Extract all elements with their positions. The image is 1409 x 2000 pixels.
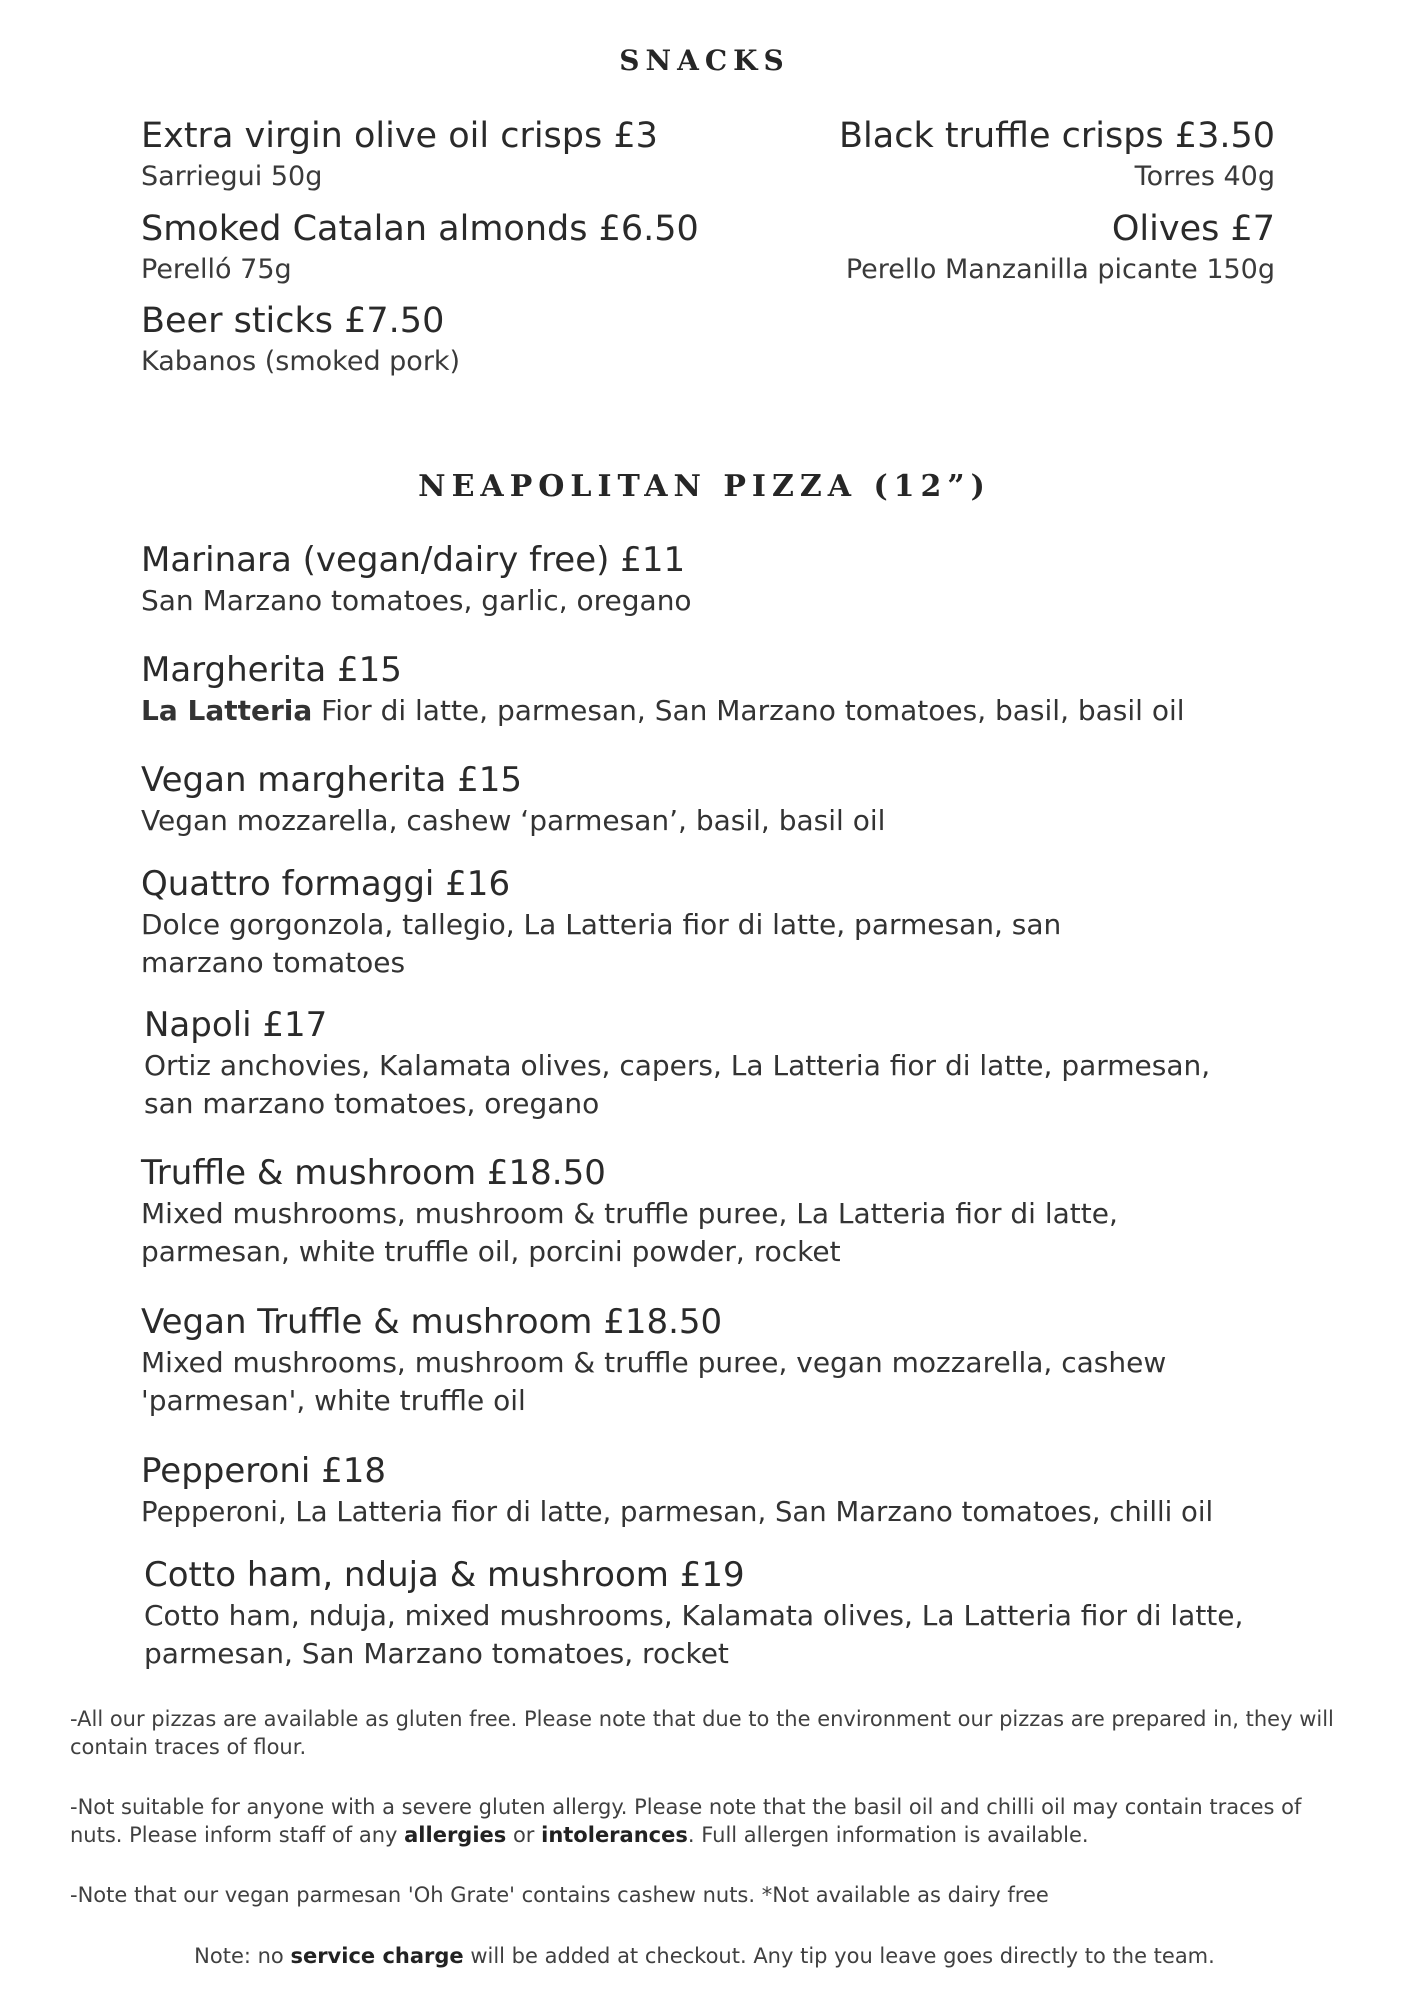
- snack-desc: Perello Manzanilla picante 150g: [845, 254, 1275, 285]
- pizza-name: Vegan margherita £15: [141, 760, 522, 800]
- pizza-desc: San Marzano tomatoes, garlic, oregano: [141, 584, 692, 617]
- snack-item: [846, 207, 1275, 289]
- pizza-item: [141, 1449, 1281, 1531]
- snack-desc: Kabanos (smoked pork): [141, 346, 461, 377]
- note-service-text: Note: no: [194, 1944, 291, 1968]
- pizza-heading: NEAPOLITAN PIZZA (12”): [418, 469, 991, 504]
- pizza-desc: Cotto ham, nduja, mixed mushrooms, Kalamata olives, La Latteria fior di latte, parmesan, San Marzano tomatoes, rocket: [144, 1599, 1244, 1670]
- pizza-name: Quattro formaggi £16: [141, 864, 511, 904]
- pizza-name: Cotto ham, nduja & mushroom £19: [144, 1555, 745, 1595]
- snacks-heading: SNACKS: [619, 44, 790, 77]
- pizza-item: [141, 538, 1281, 620]
- pizza-item: [141, 648, 1281, 730]
- pizza-item: [141, 758, 1281, 840]
- pizza-name: Vegan Truffle & mushroom £18.50: [141, 1302, 723, 1342]
- pizza-desc: Pepperoni, La Latteria fior di latte, parmesan, San Marzano tomatoes, chilli oil: [141, 1496, 1214, 1528]
- snack-desc: Sarriegui 50g: [141, 161, 323, 192]
- snack-desc: Perelló 75g: [141, 254, 292, 285]
- pizza-desc: Mixed mushrooms, mushroom & truffle puree, vegan mozzarella, cashew 'parmesan', white truffle oil: [141, 1346, 1167, 1417]
- note-vegan-parmesan: -Note that our vegan parmesan 'Oh Grate' contains cashew nuts. *Not available as dairy free: [70, 1883, 1049, 1907]
- snack-name: Extra virgin olive oil crisps £3: [141, 116, 658, 156]
- note-allergy-end: . Full allergen information is available.: [687, 1823, 1089, 1847]
- note-allergy: [70, 1793, 1350, 1849]
- snack-item: [141, 114, 658, 196]
- pizza-desc: Dolce gorgonzola, tallegio, La Latteria fior di latte, parmesan, san marzano tomatoes: [141, 908, 1062, 979]
- snack-name: Olives £7: [1111, 209, 1275, 249]
- note-service-charge: [0, 1942, 1409, 1970]
- note-allergy-text: -Not suitable for anyone with a severe gluten allergy. Please note that the basil oil and chilli oil may contain traces of nuts. Please inform staff of any: [70, 1795, 1302, 1847]
- pizza-desc: Vegan mozzarella, cashew ‘parmesan’, basil, basil oil: [141, 804, 886, 837]
- snack-item: [141, 299, 460, 381]
- note-allergy-or: or: [506, 1823, 542, 1847]
- pizza-desc: Ortiz anchovies, Kalamata olives, capers, La Latteria fior di latte, parmesan, san marzano tomatoes, oregano: [144, 1049, 1211, 1120]
- snack-item: [839, 114, 1275, 196]
- note-service-bold: service charge: [290, 1944, 464, 1968]
- snack-desc: Torres 40g: [1134, 161, 1275, 192]
- note-intolerances-bold: intolerances: [541, 1823, 688, 1847]
- pizza-item: [144, 1553, 1284, 1673]
- pizza-name: Napoli £17: [144, 1005, 328, 1045]
- pizza-item: [141, 862, 1281, 982]
- pizza-item: [141, 1151, 1281, 1271]
- pizza-desc: [141, 692, 1281, 730]
- pizza-desc-text: Fior di latte, parmesan, San Marzano tomatoes, basil, basil oil: [312, 694, 1185, 727]
- pizza-name: Margherita £15: [141, 650, 402, 690]
- note-gluten-free: -All our pizzas are available as gluten free. Please note that due to the environment our pizzas are prepared in, they will contain traces of flour.: [70, 1707, 1334, 1759]
- pizza-item: [144, 1003, 1284, 1123]
- pizza-item: [141, 1300, 1281, 1420]
- snack-name: Beer sticks £7.50: [141, 301, 445, 341]
- snack-name: Black truffle crisps £3.50: [839, 116, 1275, 156]
- pizza-name: Marinara (vegan/dairy free) £11: [141, 540, 686, 580]
- pizza-desc: Mixed mushrooms, mushroom & truffle puree, La Latteria fior di latte, parmesan, white truffle oil, porcini powder, rocket: [141, 1197, 1118, 1268]
- pizza-name: Pepperoni £18: [141, 1451, 387, 1491]
- note-allergies-bold: allergies: [404, 1823, 507, 1847]
- snack-item: [141, 207, 699, 289]
- snack-name: Smoked Catalan almonds £6.50: [141, 209, 699, 249]
- pizza-name: Truffle & mushroom £18.50: [141, 1153, 606, 1193]
- note-service-end: will be added at checkout. Any tip you leave goes directly to the team.: [463, 1944, 1215, 1968]
- pizza-desc-brand: La Latteria: [141, 694, 313, 727]
